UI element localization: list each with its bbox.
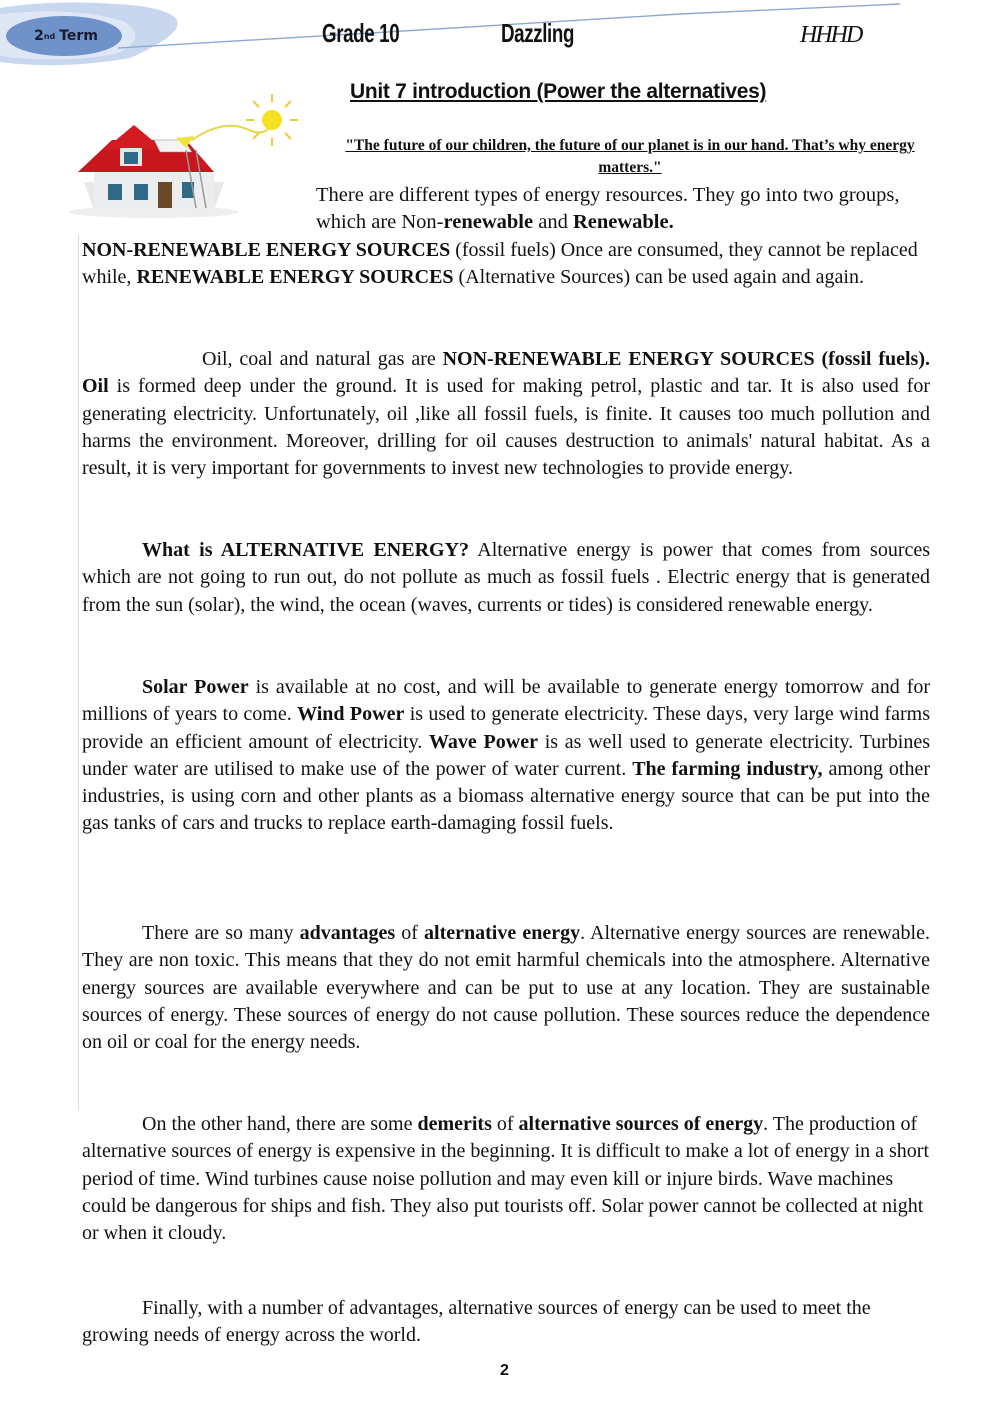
margin-rule — [78, 235, 79, 1110]
bold-text: NON-RENEWABLE ENERGY SOURCES — [82, 239, 451, 261]
bold-text: alternative sources of energy — [518, 1113, 764, 1135]
bold-text: advantages — [299, 922, 396, 944]
text: Oil, coal and natural gas are — [202, 348, 443, 370]
term-number: 2 — [34, 28, 44, 44]
bold-text: demerits — [417, 1113, 492, 1135]
bold-text: Wave Power — [429, 730, 538, 753]
paragraph-demerits — [82, 1111, 930, 1247]
text: of — [491, 1113, 519, 1135]
intro-bold: renewable — [443, 211, 534, 233]
intro-paragraph — [316, 182, 936, 236]
grade-label: Grade 10 — [322, 18, 400, 48]
bold-text: NON-RENEWABLE ENERGY SOURCES (fossil fuels). Oil — [82, 348, 930, 398]
bold-text: Wind Power — [297, 703, 405, 726]
intro-text: and — [533, 211, 573, 233]
term-suffix: nd — [43, 31, 56, 41]
text: among other industries, is using corn and other plants as a biomass alternative energy source that can be put into the gas tanks of cars and trucks to replace earth-damaging fossil fuels. — [82, 757, 931, 835]
text: There are so many — [142, 922, 300, 944]
paragraph-non-renewable — [82, 346, 930, 482]
paragraph-conclusion — [82, 1295, 930, 1350]
bold-text: Solar Power — [142, 676, 249, 698]
paragraph-power-types — [82, 674, 930, 838]
text: (Alternative Sources) can be used again and again. — [453, 266, 864, 289]
paragraph-advantages — [82, 920, 930, 1056]
term-badge — [12, 18, 120, 54]
text: Finally, with a number of advantages, alternative sources of energy can be used to meet the growing needs of energy across the world. — [82, 1297, 871, 1347]
house-solar-illustration-icon — [64, 90, 314, 220]
text: . The production of alternative sources of energy is expensive in the beginning. It is difficult to make a lot of energy in a short period of time. Wind turbines cause noise pollution and may even kill or injure birds. Wave machines could be dangerous for ships and fish. They also put tourists off. Solar power cannot be collected at night or when it cloudy. — [82, 1113, 930, 1245]
bold-text: RENEWABLE ENERGY SOURCES — [136, 266, 454, 289]
unit-title: Unit 7 introduction (Power the alternatives) — [350, 80, 767, 103]
author-signature: HHHD — [800, 22, 862, 48]
text: On the other hand, there are some — [142, 1113, 418, 1135]
intro-text: There are different types of energy resources. They go into two groups, which are Non- — [316, 184, 900, 233]
text: (fossil fuels) Once are consumed, they cannot be replaced while, — [82, 239, 918, 289]
text: is as well used to generate electricity. Turbines under water are utilised to make use of the power of water current. — [82, 730, 930, 780]
text: of — [395, 922, 425, 944]
series-label: Dazzling — [501, 18, 575, 48]
term-label: Term — [59, 28, 98, 44]
paragraph-alternative-energy — [82, 537, 930, 619]
text: is formed deep under the ground. It is used for making petrol, plastic and tar. It is also used for generating electricity. Unfortunately, oil ,like all fossil fuels, is finite. It causes too much pollution and harms the environment. Moreover, drilling for oil causes destruction to animals' natural habitat. As a result, it is very important for governments to invest new technologies to provide energy. — [82, 375, 930, 480]
bold-text: alternative energy — [424, 922, 581, 944]
text: is available at no cost, and will be available to generate energy tomorrow and for millions of years to come. — [82, 676, 931, 726]
bold-text: The farming industry, — [632, 757, 823, 780]
page-number: 2 — [500, 1362, 509, 1379]
text: Alternative energy is power that comes from sources which are not going to run out, do not pollute as much as fossil fuels . Electric energy that is generated from the sun (solar), the wind, the ocean (waves, currents or tides) is considered renewable energy. — [82, 539, 931, 616]
quote: "The future of our children, the future of our planet is in our hand. That’s why energy matters." — [345, 137, 915, 176]
paragraph-energy-groups — [82, 237, 930, 292]
text: . Alternative energy sources are renewable. They are non toxic. This means that they do not emit harmful chemicals into the atmosphere. Alternative energy sources are available everywhere and can be put to use at any location. They are sustainable sources of energy. These sources of energy do not cause pollution. These sources reduce the dependence on oil or coal for the energy needs. — [82, 922, 930, 1054]
bold-text: What is ALTERNATIVE ENERGY? — [142, 539, 470, 561]
intro-bold: Renewable. — [572, 211, 674, 233]
text: is used to generate electricity. These days, very large wind farms provide an efficient amount of electricity. — [82, 703, 930, 753]
